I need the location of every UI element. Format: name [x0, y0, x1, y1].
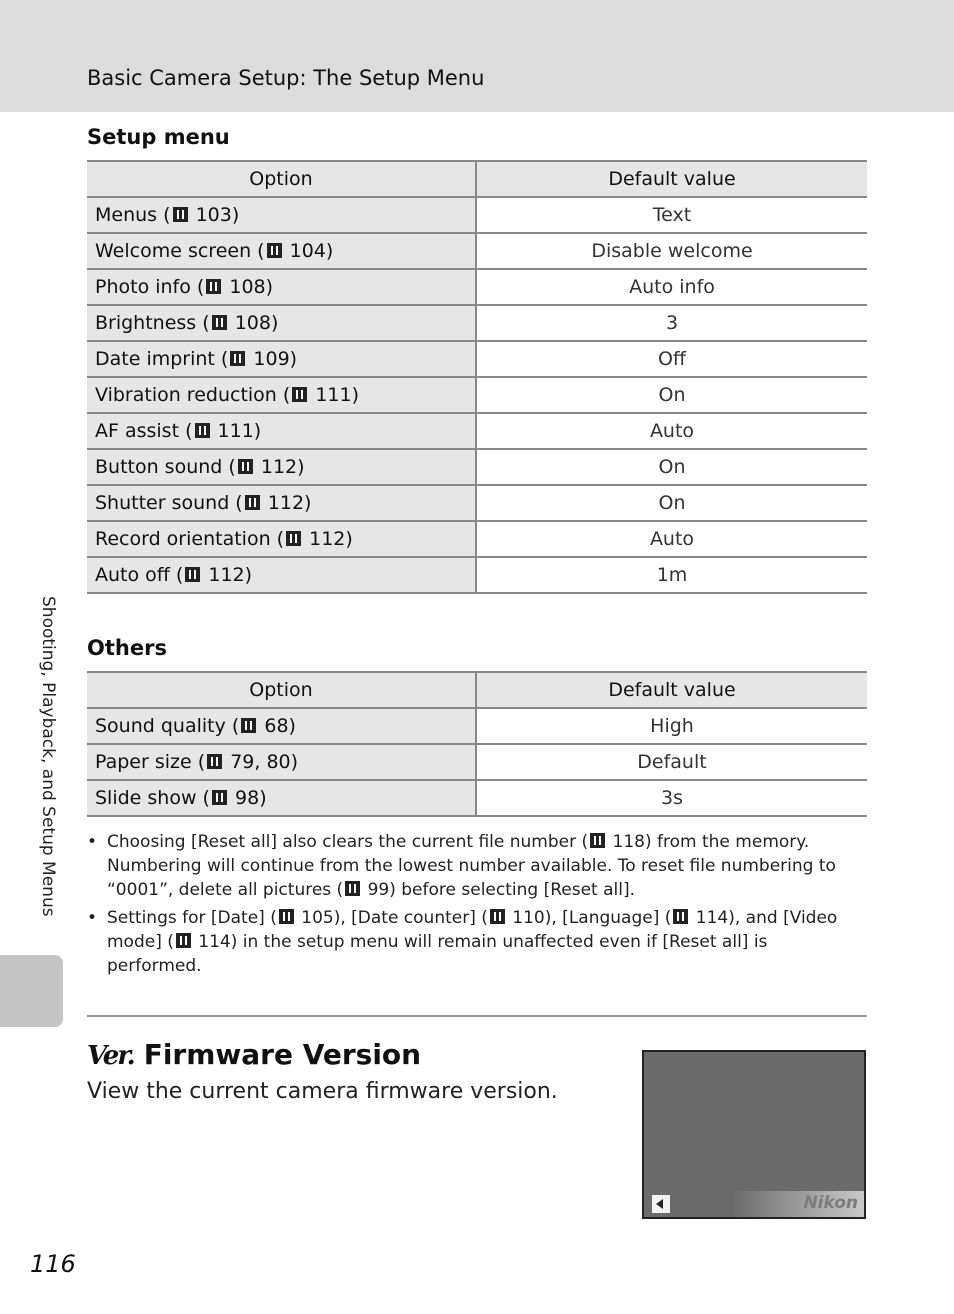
page-reference-icon: [185, 567, 200, 582]
others-table: [87, 671, 867, 817]
page-reference-icon: [207, 754, 222, 769]
default-value-cell: Auto info: [476, 269, 867, 305]
page-reference-icon: [267, 243, 282, 258]
page-reference: 68): [264, 715, 296, 737]
setup-menu-heading: Setup menu: [87, 125, 230, 149]
option-cell: [87, 744, 476, 780]
table-row: [87, 521, 867, 557]
option-cell: [87, 449, 476, 485]
option-name: Auto off (: [95, 564, 184, 586]
table-row: [87, 708, 867, 744]
page-reference: 108): [234, 312, 279, 334]
page-reference-icon: [286, 531, 301, 546]
note-text: 105), [Date counter] (: [301, 908, 488, 928]
table-row: [87, 557, 867, 593]
page-reference: 112): [309, 528, 353, 550]
page-reference-icon: [279, 909, 294, 924]
table-row: [87, 269, 867, 305]
table-header-row: [87, 161, 867, 197]
page-reference-icon: [212, 315, 227, 330]
option-name: Button sound (: [95, 456, 236, 478]
side-chapter-label: [36, 596, 60, 941]
default-value-cell: 1m: [476, 557, 867, 593]
option-cell: [87, 305, 476, 341]
column-header-option: Option: [87, 672, 476, 708]
table-row: [87, 780, 867, 816]
page-reference-icon: [245, 495, 260, 510]
option-name: Sound quality (: [95, 715, 240, 737]
header-band: [0, 0, 954, 112]
option-cell: [87, 521, 476, 557]
option-name: Date imprint (: [95, 348, 229, 370]
option-cell: [87, 269, 476, 305]
page-reference: 112): [208, 564, 253, 586]
page-reference: 79, 80): [230, 751, 299, 773]
option-cell: [87, 341, 476, 377]
firmware-version-title: [87, 1038, 421, 1071]
default-value-cell: On: [476, 449, 867, 485]
firmware-description: View the current camera firmware version.: [87, 1079, 558, 1104]
note-text: Choosing [Reset all] also clears the current file number (: [107, 832, 589, 852]
table-row: [87, 449, 867, 485]
option-cell: [87, 780, 476, 816]
page-reference-icon: [292, 387, 307, 402]
option-name: Vibration reduction (: [95, 384, 291, 406]
option-name: Menus (: [95, 204, 171, 226]
option-cell: [87, 377, 476, 413]
option-cell: [87, 557, 476, 593]
page-reference-icon: [490, 909, 505, 924]
page-reference: 109): [253, 348, 298, 370]
table-row: [87, 197, 867, 233]
brand-logo: Nikon: [803, 1193, 858, 1213]
page-reference: 111): [315, 384, 360, 406]
page-reference: 108): [229, 276, 274, 298]
page-reference: 112): [260, 456, 305, 478]
setup-menu-table: [87, 160, 867, 594]
page-reference-icon: [206, 279, 221, 294]
default-value-cell: Off: [476, 341, 867, 377]
page-reference-icon: [673, 909, 688, 924]
default-value-cell: Disable welcome: [476, 233, 867, 269]
column-header-default: Default value: [476, 161, 867, 197]
default-value-cell: On: [476, 485, 867, 521]
page-reference-icon: [238, 459, 253, 474]
note-item: [87, 830, 867, 902]
option-name: Photo info (: [95, 276, 205, 298]
others-heading: Others: [87, 636, 167, 660]
notes-list: [87, 830, 867, 982]
note-text: 118) from the memory. Numbering will continue from the lowest number available. To reset file numbering to “0001”, delete all pictures (: [107, 832, 836, 900]
table-row: [87, 413, 867, 449]
option-name: AF assist (: [95, 420, 193, 442]
option-cell: [87, 708, 476, 744]
page-reference-icon: [212, 790, 227, 805]
option-cell: [87, 233, 476, 269]
option-name: Shutter sound (: [95, 492, 243, 514]
option-name: Paper size (: [95, 751, 206, 773]
table-row: [87, 485, 867, 521]
page-reference-icon: [230, 351, 245, 366]
column-header-default: Default value: [476, 672, 867, 708]
default-value-cell: 3: [476, 305, 867, 341]
note-text: 114), and [Video mode] (: [107, 908, 838, 952]
firmware-title-text: Firmware Version: [143, 1038, 422, 1071]
page-reference-icon: [173, 207, 188, 222]
default-value-cell: Auto: [476, 413, 867, 449]
page-number: 116: [30, 1250, 76, 1278]
screen-bottom-bar: [644, 1191, 864, 1217]
option-cell: [87, 413, 476, 449]
note-text: 110), [Language] (: [512, 908, 672, 928]
page-reference: 112): [267, 492, 312, 514]
option-name: Record orientation (: [95, 528, 285, 550]
default-value-cell: High: [476, 708, 867, 744]
page-reference-icon: [345, 881, 360, 896]
table-row: [87, 341, 867, 377]
option-name: Brightness (: [95, 312, 210, 334]
version-icon: Ver.: [87, 1041, 134, 1071]
camera-screen-preview: [642, 1050, 866, 1219]
note-text: 114) in the setup menu will remain unaffected even if [Reset all] is performed.: [107, 932, 768, 976]
default-value-cell: Auto: [476, 521, 867, 557]
section-divider: [87, 1015, 867, 1017]
default-value-cell: On: [476, 377, 867, 413]
column-header-option: Option: [87, 161, 476, 197]
page-reference: 98): [235, 787, 267, 809]
note-item: [87, 906, 867, 978]
option-cell: [87, 197, 476, 233]
page-header-title: Basic Camera Setup: The Setup Menu: [87, 66, 485, 90]
table-row: [87, 744, 867, 780]
option-cell: [87, 485, 476, 521]
page-reference-icon: [195, 423, 210, 438]
side-chapter-text: Shooting, Playback, and Setup Menus: [38, 596, 58, 917]
chapter-tab: [0, 955, 63, 1027]
bullet: •: [87, 908, 98, 928]
table-row: [87, 233, 867, 269]
default-value-cell: 3s: [476, 780, 867, 816]
table-row: [87, 377, 867, 413]
page-reference-icon: [176, 933, 191, 948]
page-reference: 111): [217, 420, 262, 442]
page-reference-icon: [241, 718, 256, 733]
page-reference-icon: [590, 833, 605, 848]
page-reference: 103): [195, 204, 240, 226]
note-text: Settings for [Date] (: [107, 908, 277, 928]
option-name: Welcome screen (: [95, 240, 265, 262]
option-name: Slide show (: [95, 787, 210, 809]
default-value-cell: Default: [476, 744, 867, 780]
bullet: •: [87, 832, 98, 852]
table-row: [87, 305, 867, 341]
default-value-cell: Text: [476, 197, 867, 233]
page-reference: 104): [289, 240, 334, 262]
table-header-row: [87, 672, 867, 708]
back-arrow-icon: [652, 1195, 670, 1213]
note-text: 99) before selecting [Reset all].: [367, 880, 636, 900]
